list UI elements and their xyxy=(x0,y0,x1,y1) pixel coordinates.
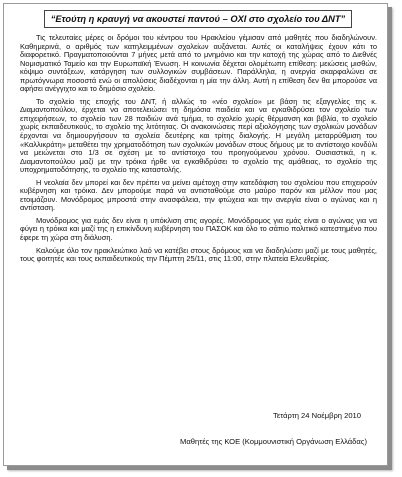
document-signature: Μαθητές της ΚΟΕ (Κομμουνιστική Οργάνωση Ελλάδας) xyxy=(180,437,367,446)
paragraph-1: Τις τελευταίες μέρες οι δρόμοι του κέντρου του Ηρακλείου γέμισαν από μαθητές που διαδηλώνουν. Καθημερινά, ο αριθμός των κατηλειμμένων σχολείων αυξάνεται. Αυτές οι καταλήψεις έχουν κάτι το διαφορετικό. Πραγματοποιούνται 7 μήνες μετά από το μνημόνιο και την κατοχή της χώρας από το Διεθνές Νομισματικό Ταμείο και την Ευρωπαϊκή Ένωση. Η κοινωνία δέχεται ολομέτωπη επίθεση: μειώσεις μισθών, κόψιμο συντάξεων, κατάργηση των συλλογικών συμβάσεων. Παράλληλα, η ανεργία σκαρφαλώνει σε πρωτόγνωρα ποσοστά ενώ οι απολύσεις διαδέχονται η μία την άλλη. Αυτή η επίθεση δεν θα μπορούσε να αφήσει ανέγγιχτο και το δημόσιο σχολείο. xyxy=(20,33,377,94)
document-body xyxy=(20,34,377,268)
document-page xyxy=(3,3,388,466)
paragraph-3: Η νεολαία δεν μπορεί και δεν πρέπει να μείνει αμέτοχη στην κατεδάφιση του σχολείου που επιχειρούν κυβέρνηση και τρόικα. Δεν μπορούμε παρά να αντισταθούμε στο μαύρο παρόν και μέλλον που μας ετοιμάζουν. Μονόδρομος μπροστά στην ανασφάλεια, την φτώχεια και την ανεργία είναι ο αγώνας και η αντίσταση. xyxy=(20,177,377,213)
document-title: “Ετούτη η κραυγή να ακουστεί παντού – ΟΧΙ στο σχολείο του ΔΝΤ” xyxy=(44,10,352,28)
document-date: Τετάρτη 24 Νοέμβρη 2010 xyxy=(273,411,361,420)
paragraph-5: Καλούμε όλο τον ηρακλειώτικο λαό να κατέβει στους δρόμους και να διαδηλώσει μαζί με τους μαθητές, τους φοιτητές και τους εκπαιδευτικούς την Πέμπτη 25/11, στις 11:00, στην πλατεία Ελευθερίας. xyxy=(20,245,377,264)
paragraph-4: Μονόδρομος για εμάς δεν είναι η υπόκλιση στις αγορές. Μονόδρομος για εμάς είναι ο αγώνας για να φύγει η τρόικα και μαζί της η επικίνδυνη κυβέρνηση του ΠΑΣΟΚ και όλο το σάπιο πολιτικό κατεστημένο που έφερε τη χώρα στη διάλυση. xyxy=(20,215,377,243)
paragraph-2: Το σχολείο της εποχής του ΔΝΤ, ή αλλιώς το «νέο σχολείο» με βάση τις εξαγγελίες της κ. Διαμαντοπούλου, έρχεται να αποτελειώσει τη δημόσια παιδεία και να εγκαθιδρύσει τον σχολείο των επιχειρήσεων, το σχολείο των 28 παιδιών ανά τμήμα, το σχολείο χωρίς θέρμανση και βιβλία, το σχολείο χωρίς εκπαιδευτικούς, το σχολείο της λιτότητας. Οι ανακοινώσεις περί αξιολόγησης των σχολικών μονάδων έρχονται να δημιουργήσουν τα σχολεία δευτέρης και τρίτης διαλογής. Η μεγάλη μεταρρύθμιση του «Καλλικράτη» μεταθέτει την χρηματοδότηση των σχολικών μονάδων στους δήμους με το αντίστοιχο κονδύλι να μειώνεται στο 1/3 σε σχέση με το αντίστοιχο του προηγούμενου χρόνου. Ουσιαστικά, η κ. Διαμαντοπούλου μαζί με την τρόικα ήρθε να εγκαθιδρύσει το σχολείο της αμάθειας, το σχολείο της υποχρηματοδότησης, το σχολείο της καταστολής. xyxy=(20,96,377,175)
